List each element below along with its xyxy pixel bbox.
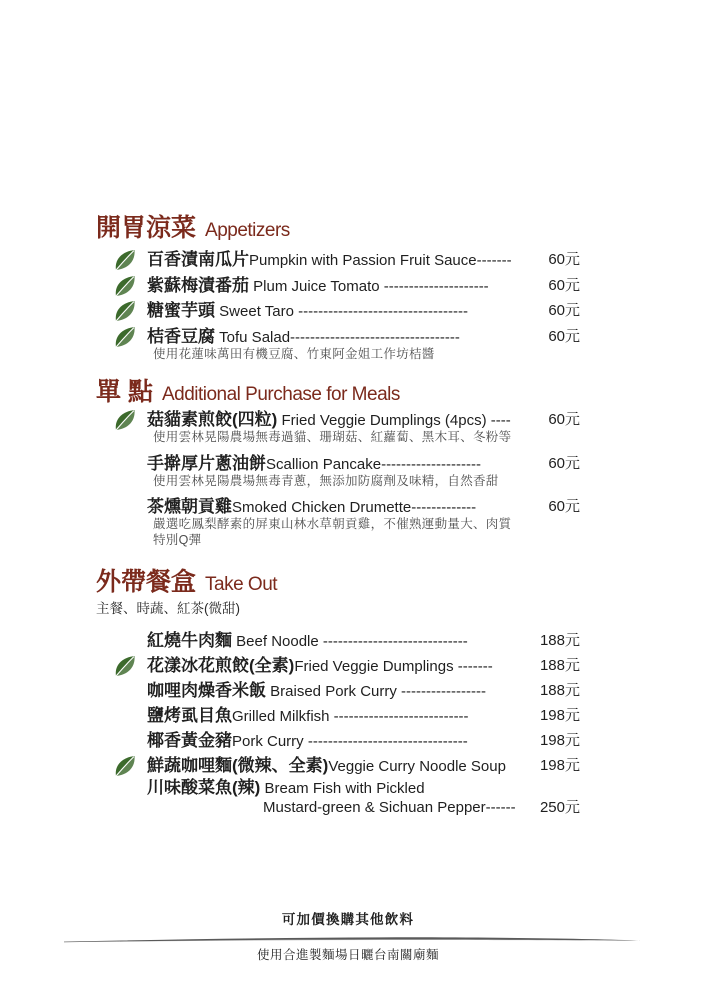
menu-item bbox=[0, 753, 707, 778]
item-name-zh: 花漾冰花煎餃(全素) bbox=[147, 655, 295, 675]
section-title bbox=[0, 377, 707, 407]
menu-item bbox=[0, 628, 707, 653]
leaf-icon bbox=[113, 248, 137, 272]
menu-item bbox=[0, 451, 707, 476]
item-note: 嚴選吃鳳梨酵素的屏東山林水草朝貢雞，不催熟運動量大、肉質 bbox=[153, 517, 512, 531]
item-line bbox=[0, 273, 707, 299]
leaf-icon bbox=[113, 299, 137, 323]
item-name bbox=[147, 494, 517, 519]
item-name-zh: 桔香豆腐 bbox=[147, 326, 215, 346]
leaf-icon bbox=[113, 274, 137, 298]
section-title-zh: 開胃涼菜 bbox=[96, 214, 197, 242]
item-line bbox=[0, 778, 707, 798]
section-subtitle: 主餐、時蔬、紅茶(微甜) bbox=[96, 601, 240, 616]
item-line bbox=[0, 494, 707, 519]
section-title-zh: 單 點 bbox=[96, 378, 153, 406]
item-name bbox=[147, 298, 517, 324]
item-name bbox=[147, 653, 517, 678]
item-price: 188元 bbox=[539, 631, 580, 649]
item-name-en: Grilled Milkfish --------------------------- bbox=[232, 707, 469, 725]
menu-item bbox=[0, 703, 707, 728]
item-name-zh: 菇貓素煎餃(四粒) bbox=[147, 410, 278, 429]
item-price: 60元 bbox=[548, 498, 580, 515]
item-name-zh: 糖蜜芋頭 bbox=[147, 301, 215, 320]
section-additional-purchase bbox=[0, 377, 707, 554]
item-name-zh: 百香漬南瓜片 bbox=[147, 250, 249, 269]
section-title-en: Take Out bbox=[205, 574, 278, 595]
drink-upgrade-note: 可加價換購其他飲料 bbox=[281, 912, 415, 927]
item-name bbox=[147, 273, 517, 299]
item-price: 198元 bbox=[539, 731, 580, 749]
item-name-en: Pumpkin with Passion Fruit Sauce------- bbox=[249, 252, 512, 269]
item-name-en: Fried Veggie Dumplings (4pcs) ---- bbox=[277, 412, 511, 429]
item-name bbox=[147, 728, 517, 753]
item-name-en: Fried Veggie Dumplings ------- bbox=[294, 657, 493, 675]
item-price: 60元 bbox=[548, 327, 580, 345]
item-line bbox=[0, 451, 707, 476]
item-name bbox=[147, 778, 517, 798]
item-price: 60元 bbox=[548, 251, 580, 268]
menu-item bbox=[0, 247, 707, 273]
item-name bbox=[147, 703, 517, 728]
menu-item bbox=[0, 728, 707, 753]
section-title-en: Appetizers bbox=[205, 220, 290, 241]
item-name-zh: 鹽烤虱目魚 bbox=[147, 705, 232, 725]
item-note: 特別Q彈 bbox=[153, 533, 202, 547]
item-name-zh: 椰香黃金豬 bbox=[147, 730, 232, 750]
item-name-continued bbox=[147, 798, 517, 818]
section-title bbox=[0, 567, 707, 597]
item-name-zh: 咖哩肉燥香米飯 bbox=[147, 680, 266, 700]
item-name bbox=[147, 628, 517, 653]
item-line bbox=[0, 324, 707, 350]
item-name bbox=[147, 247, 517, 273]
item-name-zh: 手擀厚片蔥油餅 bbox=[147, 453, 266, 473]
item-name-en: Sweet Taro ---------------------------------- bbox=[215, 303, 468, 320]
item-name-en: Pork Curry -------------------------------- bbox=[232, 732, 468, 750]
item-price: 198元 bbox=[539, 706, 580, 724]
menu-item bbox=[0, 407, 707, 432]
item-line bbox=[0, 407, 707, 432]
item-price: 60元 bbox=[548, 454, 580, 472]
item-price: 198元 bbox=[539, 756, 580, 774]
menu-item bbox=[0, 494, 707, 519]
item-list bbox=[0, 407, 707, 548]
item-line bbox=[0, 628, 707, 653]
item-line bbox=[0, 728, 707, 753]
menu-item bbox=[0, 678, 707, 703]
item-price: 60元 bbox=[548, 411, 580, 428]
section-appetizers bbox=[0, 213, 707, 368]
item-name bbox=[147, 407, 517, 432]
menu-item bbox=[0, 653, 707, 678]
item-line bbox=[0, 753, 707, 778]
item-name-en: Tofu Salad---------------------------------- bbox=[215, 328, 460, 346]
item-list bbox=[0, 247, 707, 362]
item-note: 使用花蓮味萬田有機豆腐、竹東阿金姐工作坊桔醬 bbox=[153, 347, 435, 361]
item-note: 使用雲林晃陽農場無毒過貓、珊瑚菇、紅蘿蔔、黑木耳、冬粉等 bbox=[153, 430, 512, 444]
menu-item bbox=[0, 778, 707, 818]
item-price: 188元 bbox=[539, 656, 580, 674]
leaf-icon bbox=[113, 654, 137, 678]
leaf-icon bbox=[113, 408, 137, 432]
noodle-source-note: 使用合進製麵場日曬台南關廟麵 bbox=[256, 948, 439, 962]
item-list bbox=[0, 628, 707, 818]
item-note: 使用雲林晃陽農場無毒青蔥，無添加防腐劑及味精，自然香甜 bbox=[153, 473, 499, 488]
item-name bbox=[147, 451, 517, 476]
item-line bbox=[0, 653, 707, 678]
item-price: 250元 bbox=[539, 798, 580, 816]
item-name-en: Bream Fish with Pickled bbox=[260, 779, 425, 797]
menu-item bbox=[0, 273, 707, 299]
item-price: 60元 bbox=[548, 276, 580, 294]
section-title bbox=[0, 213, 707, 243]
item-name-zh: 紅燒牛肉麵 bbox=[147, 630, 232, 650]
item-name bbox=[147, 678, 517, 703]
section-title-en: Additional Purchase for Meals bbox=[161, 384, 400, 405]
item-notes bbox=[153, 516, 707, 548]
item-name-zh: 紫蘇梅漬番茄 bbox=[147, 275, 249, 295]
leaf-icon bbox=[113, 754, 137, 778]
section-title-zh: 外帶餐盒 bbox=[96, 568, 197, 596]
item-name-en: Scallion Pancake-------------------- bbox=[266, 455, 481, 473]
item-name-en: Beef Noodle ----------------------------- bbox=[232, 632, 468, 650]
item-name-en: Mustard-green & Sichuan Pepper------ bbox=[263, 798, 516, 816]
item-name-en: Smoked Chicken Drumette------------- bbox=[232, 499, 477, 516]
item-name-en: Veggie Curry Noodle Soup bbox=[328, 757, 506, 775]
item-name-zh: 鮮蔬咖哩麵(微辣、全素) bbox=[147, 755, 329, 775]
item-line bbox=[0, 298, 707, 324]
item-name-en: Braised Pork Curry ----------------- bbox=[266, 682, 486, 700]
item-name bbox=[147, 753, 517, 778]
item-line bbox=[0, 798, 707, 818]
item-line bbox=[0, 247, 707, 273]
menu-item bbox=[0, 324, 707, 350]
item-line bbox=[0, 678, 707, 703]
leaf-icon bbox=[113, 325, 137, 349]
section-take-out bbox=[0, 567, 707, 818]
item-price: 60元 bbox=[548, 302, 580, 319]
item-line bbox=[0, 703, 707, 728]
item-name-en: Plum Juice Tomato --------------------- bbox=[249, 277, 489, 295]
item-name-zh: 茶燻朝貢雞 bbox=[147, 497, 232, 516]
item-name bbox=[147, 324, 517, 350]
menu-item bbox=[0, 298, 707, 324]
item-price: 188元 bbox=[539, 681, 580, 699]
item-name-zh: 川味酸菜魚(辣) bbox=[147, 777, 261, 797]
